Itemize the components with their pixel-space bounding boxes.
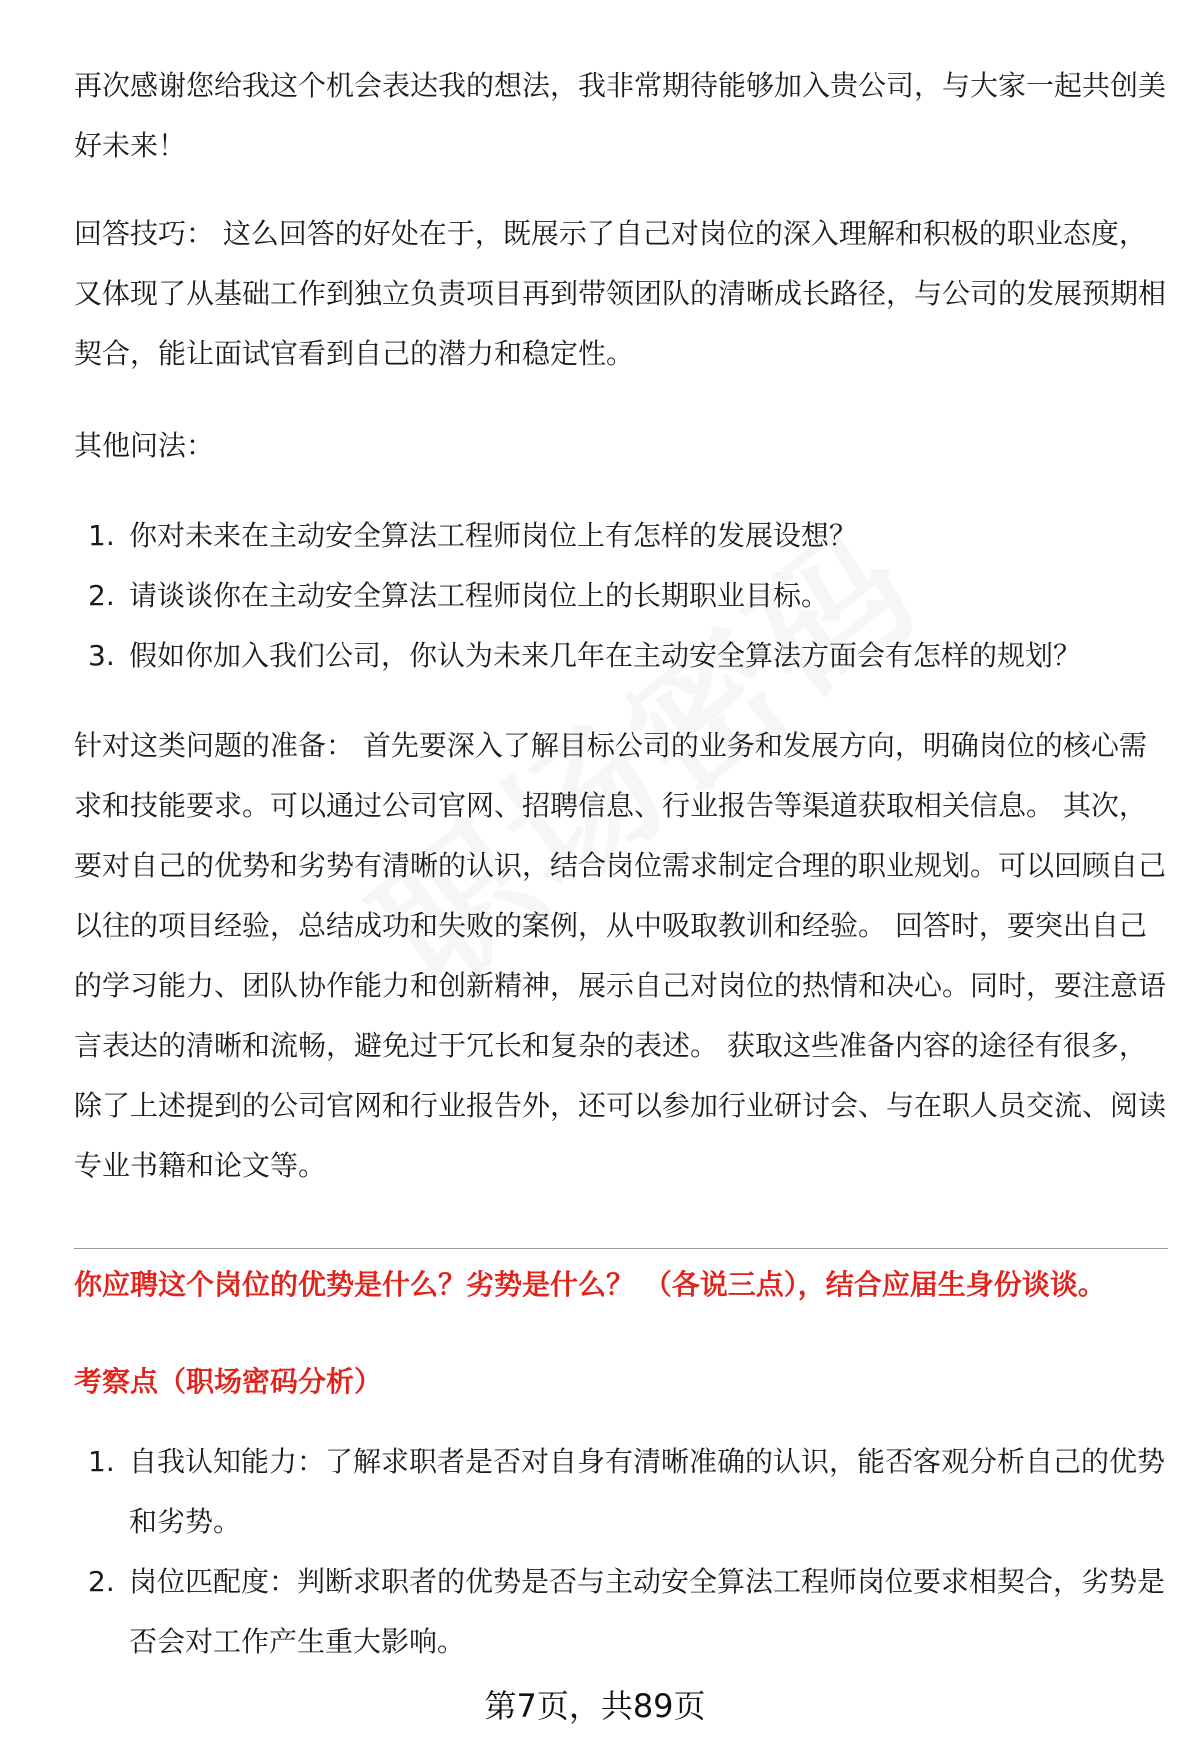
page-number-footer: 第7页，共89页: [484, 1687, 706, 1725]
list-item: 2. 岗位匹配度：判断求职者的优势是否与主动安全算法工程师岗位要求相契合，劣势是否会对工作产生重大影响。: [88, 1565, 1166, 1658]
other-questions-heading: 其他问法：: [74, 429, 215, 462]
closing-paragraph: 再次感谢您给我这个机会表达我的想法，我非常期待能够加入贵公司，与大家一起共创美好未来！: [74, 69, 1167, 162]
section-divider: [74, 1248, 1168, 1249]
list-item: 1. 自我认知能力：了解求职者是否对自身有清晰准确的认识，能否客观分析自己的优势和劣势。: [88, 1445, 1166, 1538]
other-questions-list: [74, 506, 1168, 686]
answer-tip-paragraph: 回答技巧： 这么回答的好处在于，既展示了自己对岗位的深入理解和积极的职业态度，又体现了从基础工作到独立负责项目再到带领团队的清晰成长路径，与公司的发展预期相契合，能让面试官看到自己的潜力和稳定性。: [74, 217, 1167, 370]
focus-heading: 考察点（职场密码分析）: [74, 1365, 383, 1398]
list-item: 3. 假如你加入我们公司，你认为未来几年在主动安全算法方面会有怎样的规划？: [88, 639, 1082, 672]
list-item: 2. 请谈谈你在主动安全算法工程师岗位上的长期职业目标。: [88, 579, 830, 612]
question-title: 你应聘这个岗位的优势是什么？劣势是什么？ （各说三点），结合应届生身份谈谈。: [74, 1268, 1106, 1301]
focus-points-list: [74, 1432, 1168, 1672]
preparation-paragraph: 针对这类问题的准备： 首先要深入了解目标公司的业务和发展方向，明确岗位的核心需求和技能要求。可以通过公司官网、招聘信息、行业报告等渠道获取相关信息。 其次，要对自己的优势和劣势有清晰的认识，结合岗位需求制定合理的职业规划。可以回顾自己以往的项目经验，总结成功和失败的案例，从中吸取教训和经验。 回答时，要突出自己的学习能力、团队协作能力和创新精神，展示自己对岗位的热情和决心。同时，要注意语言表达的清晰和流畅，避免过于冗长和复杂的表述。 获取这些准备内容的途径有很多，除了上述提到的公司官网和行业报告外，还可以参加行业研讨会、与在职人员交流、阅读专业书籍和论文等。: [74, 729, 1167, 1182]
list-item: 1. 你对未来在主动安全算法工程师岗位上有怎样的发展设想？: [88, 519, 858, 552]
